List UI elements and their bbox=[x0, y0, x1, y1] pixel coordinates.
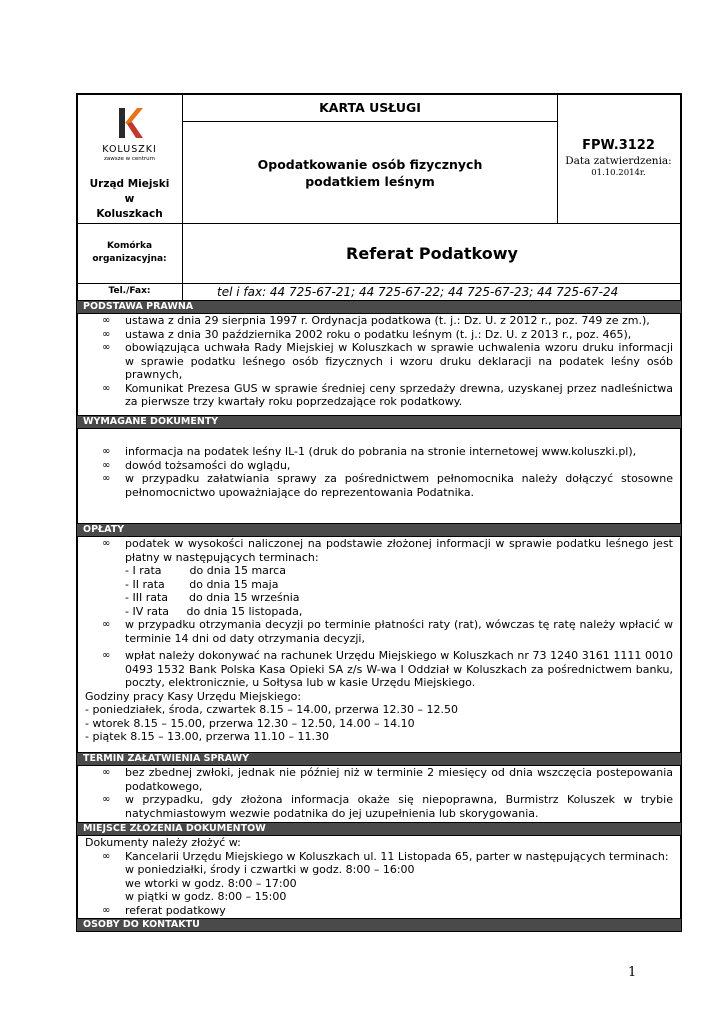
card-header bbox=[77, 94, 681, 224]
unit-value: Referat Podatkowy bbox=[346, 244, 518, 263]
tel-row bbox=[77, 284, 681, 301]
office-hours-line: w poniedziałki, środy i czwartki w godz. 8:00 – 16:00 bbox=[125, 863, 415, 876]
unit-label: Komórka organizacyjna: bbox=[77, 224, 183, 283]
rate-line: - I rata do dnia 15 marca bbox=[125, 564, 286, 577]
section-header-processing-time: TERMIN ZAŁATWIENIA SPRAWY bbox=[77, 753, 681, 766]
service-card bbox=[76, 93, 682, 932]
rate-line: - IV rata do dnia 15 listopada, bbox=[125, 604, 303, 618]
list-item: ∞ w przypadku załatwiania sprawy za pośrednictwem pełnomocnika należy dołączyć stosowne pełnomocnictwo upoważniające do reprezentowania Podatnika. bbox=[102, 472, 673, 499]
code-cell bbox=[558, 94, 679, 223]
bullet-icon: ∞ bbox=[102, 850, 111, 862]
bullet-icon: ∞ bbox=[102, 767, 111, 778]
list-item: ∞ dowód tożsamości do wglądu, bbox=[102, 458, 291, 472]
section-header-fees: OPŁATY bbox=[77, 524, 681, 537]
unit-row bbox=[77, 224, 681, 284]
card-title: KARTA USŁUGI bbox=[183, 94, 557, 122]
cashier-hours-line: - piątek 8.15 – 13.00, przerwa 11.10 – 11.30 bbox=[85, 730, 329, 743]
cashier-hours-line: - poniedziałek, środa, czwartek 8.15 – 14.00, przerwa 12.30 – 12.50 bbox=[85, 703, 459, 716]
processing-time-body bbox=[77, 766, 681, 823]
office-hours-line: we wtorki w godz. 8:00 – 17:00 bbox=[125, 876, 297, 890]
bullet-icon: ∞ bbox=[102, 904, 111, 916]
bullet-icon: ∞ bbox=[102, 794, 111, 805]
rate-line: - III rata do dnia 15 września bbox=[125, 591, 300, 604]
bullet-icon: ∞ bbox=[102, 538, 111, 549]
list-item: ∞ podatek w wysokości naliczonej na podstawie złożonej informacji w sprawie podatku leśnego jest płatny w następujących terminach: bbox=[102, 537, 673, 564]
bullet-icon: ∞ bbox=[102, 382, 111, 394]
list-item: ∞ w przypadku otrzymania decyzji po terminie płatności raty (rat), wówczas tę ratę należy wpłacić w terminie 14 dni od daty otrzymania decyzji, bbox=[102, 618, 673, 645]
bullet-icon: ∞ bbox=[102, 459, 111, 471]
list-item: ∞ w przypadku, gdy złożona informacja okaże się niepoprawna, Burmistrz Koluszek w trybie natychmiastowym wezwie podatnika do jej uzupełnienia lub skorygowania. bbox=[102, 793, 673, 820]
cashier-hours-title: Godziny pracy Kasy Urzędu Miejskiego: bbox=[85, 689, 302, 703]
bullet-icon: ∞ bbox=[102, 342, 111, 353]
logo-cell bbox=[77, 94, 183, 223]
tel-label: Tel./Fax: bbox=[77, 284, 183, 300]
logo-tagline: zawsze w centrum bbox=[103, 156, 156, 162]
approval-date-label: Data zatwierdzenia: bbox=[565, 155, 672, 167]
bullet-icon: ∞ bbox=[102, 473, 111, 484]
list-item: ∞ wpłat należy dokonywać na rachunek Urzędu Miejskiego w Koluszkach nr 73 1240 3161 1111 0010 0493 1532 Bank Polska Kasa Opieki SA z/s W-wa I Oddział w Koluszkach za pośrednictwem banku, poczty, elektronicznie, u Sołtysa lub w kasie Urzędu Miejskiego. bbox=[102, 649, 673, 689]
cashier-hours-line: - wtorek 8.15 – 15.00, przerwa 12.30 – 12.50, 14.00 – 14.10 bbox=[85, 716, 415, 730]
title-cell bbox=[183, 94, 558, 223]
section-header-contacts: OSOBY DO KONTAKTU bbox=[77, 919, 681, 931]
bullet-icon: ∞ bbox=[102, 619, 111, 630]
section-header-required-documents: WYMAGANE DOKUMENTY bbox=[77, 416, 681, 429]
submission-intro: Dokumenty należy złożyć w: bbox=[85, 836, 241, 849]
fees-body bbox=[77, 537, 681, 753]
koluszki-logo-icon bbox=[115, 106, 145, 140]
service-subject: Opodatkowanie osób fizycznych podatkiem leśnym bbox=[257, 157, 483, 189]
section-header-legal-basis: PODSTAWA PRAWNA bbox=[77, 301, 681, 314]
list-item: ∞ Kancelarii Urzędu Miejskiego w Koluszkach ul. 11 Listopada 65, parter w następujących terminach: bbox=[102, 849, 669, 863]
required-documents-body bbox=[77, 429, 681, 524]
page-number: 1 bbox=[628, 965, 637, 980]
logo-text: KOLUSZKI bbox=[102, 144, 157, 155]
office-name: Urząd Miejski w Koluszkach bbox=[89, 178, 170, 220]
list-item: ∞ obowiązująca uchwała Rady Miejskiej w Koluszkach w sprawie uchwalenia wzoru druku informacji w sprawie podatku leśnego osób fizycznych i wzoru druku deklaracji na podatek leśny osób prawnych, bbox=[102, 341, 673, 381]
list-item: ∞ informacja na podatek leśny IL-1 (druk do pobrania na stronie internetowej www.koluszki.pl), bbox=[102, 445, 637, 458]
form-code: FPW.3122 bbox=[582, 138, 655, 153]
list-item: ∞ referat podatkowy bbox=[102, 903, 226, 917]
bullet-icon: ∞ bbox=[102, 328, 111, 340]
bullet-icon: ∞ bbox=[102, 446, 111, 457]
submission-place-body bbox=[77, 836, 681, 919]
list-item: ∞ ustawa z dnia 29 sierpnia 1997 r. Ordynacja podatkowa (t. j.: Dz. U. z 2012 r., poz. 749 ze zm.), bbox=[102, 314, 650, 327]
list-item: ∞ bez zbednej zwłoki, jednak nie później niż w terminie 2 miesięcy od dnia wszczęcia postepowania podatkowego, bbox=[102, 766, 673, 793]
office-hours-line: w piątki w godz. 8:00 – 15:00 bbox=[125, 890, 287, 903]
legal-basis-body bbox=[77, 314, 681, 416]
bullet-icon: ∞ bbox=[102, 650, 111, 661]
list-item: ∞ Komunikat Prezesa GUS w sprawie średniej ceny sprzedaży drewna, uzyskanej przez nadleśnictwa za pierwsze trzy kwartały roku poprzedzające rok podatkowy. bbox=[102, 381, 673, 408]
approval-date: 01.10.2014r. bbox=[591, 168, 646, 178]
section-header-submission-place: MIEJSCE ZŁOŻENIA DOKUMENTÓW bbox=[77, 823, 681, 836]
list-item: ∞ ustawa z dnia 30 października 2002 roku o podatku leśnym (t. j.: Dz. U. z 2013 r., poz. 465), bbox=[102, 327, 632, 341]
rate-line: - II rata do dnia 15 maja bbox=[125, 577, 279, 591]
bullet-icon: ∞ bbox=[102, 315, 111, 326]
tel-value: tel i fax: 44 725-67-21; 44 725-67-22; 44 725-67-23; 44 725-67-24 bbox=[217, 285, 619, 299]
